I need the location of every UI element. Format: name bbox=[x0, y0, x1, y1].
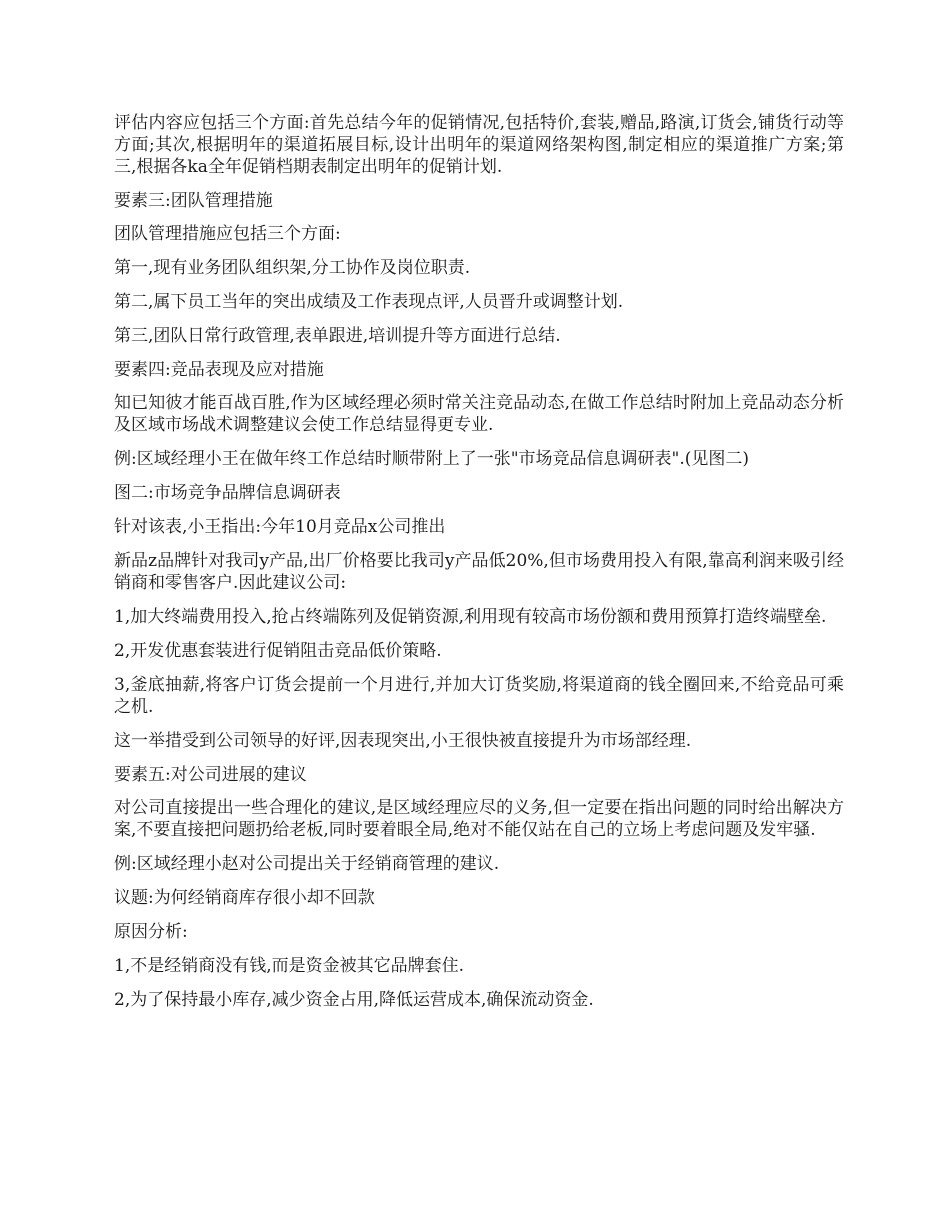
paragraph-cause-one: 1,不是经销商没有钱,而是资金被其它品牌套住. bbox=[114, 956, 465, 976]
paragraph-topic: 议题:为何经销商库存很小却不回款 bbox=[114, 888, 375, 908]
paragraph-team-third: 第三,团队日常行政管理,表单跟进,培训提升等方面进行总结. bbox=[114, 326, 561, 346]
paragraph-team-second: 第二,属下员工当年的突出成绩及工作表现点评,人员晋升或调整计划. bbox=[114, 292, 624, 312]
paragraph-team-first: 第一,现有业务团队组织架,分工协作及岗位职责. bbox=[114, 258, 471, 278]
paragraph-suggestion-three: 3,釜底抽薪,将客户订货会提前一个月进行,并加大订货奖励,将渠道商的钱全圈回来,不给竞品可乘之机. bbox=[114, 675, 844, 717]
paragraph-suggestion-one: 1,加大终端费用投入,抢占终端陈列及促销资源,利用现有较高市场份额和费用预算打造终端壁垒. bbox=[114, 607, 827, 627]
heading-element-four: 要素四:竞品表现及应对措施 bbox=[114, 360, 324, 380]
paragraph-example-xiaowang: 例:区域经理小王在做年终工作总结时顺带附上了一张"市场竞品信息调研表".(见图二) bbox=[114, 449, 750, 469]
paragraph-evaluation-content: 评估内容应包括三个方面:首先总结今年的促销情况,包括特价,套装,赠品,路演,订货会,铺货行动等方面;其次,根据明年的渠道拓展目标,设计出明年的渠道网络架构图,制定相应的渠道推广方案;第三,根据各ka全年促销档期表制定出明年的促销计划. bbox=[114, 113, 844, 177]
paragraph-new-product: 新品z品牌针对我司y产品,出厂价格要比我司y产品低20%,但市场费用投入有限,靠高利润来吸引经销商和零售客户.因此建议公司: bbox=[114, 551, 844, 593]
paragraph-figure-two: 图二:市场竞争品牌信息调研表 bbox=[114, 483, 341, 503]
paragraph-team-measures-intro: 团队管理措施应包括三个方面: bbox=[114, 224, 341, 244]
paragraph-suggestion-two: 2,开发优惠套装进行促销阻击竞品低价策略. bbox=[114, 641, 442, 661]
heading-element-three: 要素三:团队管理措施 bbox=[114, 191, 273, 211]
paragraph-company-advice: 对公司直接提出一些合理化的建议,是区域经理应尽的义务,但一定要在指出问题的同时给出解决方案,不要直接把问题扔给老板,同时要着眼全局,绝对不能仅站在自己的立场上考虑问题及发牢骚. bbox=[114, 798, 844, 840]
paragraph-cause-two: 2,为了保持最小库存,减少资金占用,降低运营成本,确保流动资金. bbox=[114, 990, 594, 1010]
paragraph-example-xiaozhao: 例:区域经理小赵对公司提出关于经销商管理的建议. bbox=[114, 854, 500, 874]
document-body bbox=[114, 112, 844, 1023]
paragraph-xiaowang-points: 针对该表,小王指出:今年10月竞品x公司推出 bbox=[114, 517, 446, 537]
paragraph-competitor-analysis: 知已知彼才能百战百胜,作为区域经理必须时常关注竞品动态,在做工作总结时附加上竞品动态分析及区域市场战术调整建议会使工作总结显得更专业. bbox=[114, 393, 844, 435]
paragraph-promotion-result: 这一举措受到公司领导的好评,因表现突出,小王很快被直接提升为市场部经理. bbox=[114, 731, 692, 751]
heading-element-five: 要素五:对公司进展的建议 bbox=[114, 765, 307, 785]
paragraph-cause-analysis: 原因分析: bbox=[114, 922, 188, 942]
